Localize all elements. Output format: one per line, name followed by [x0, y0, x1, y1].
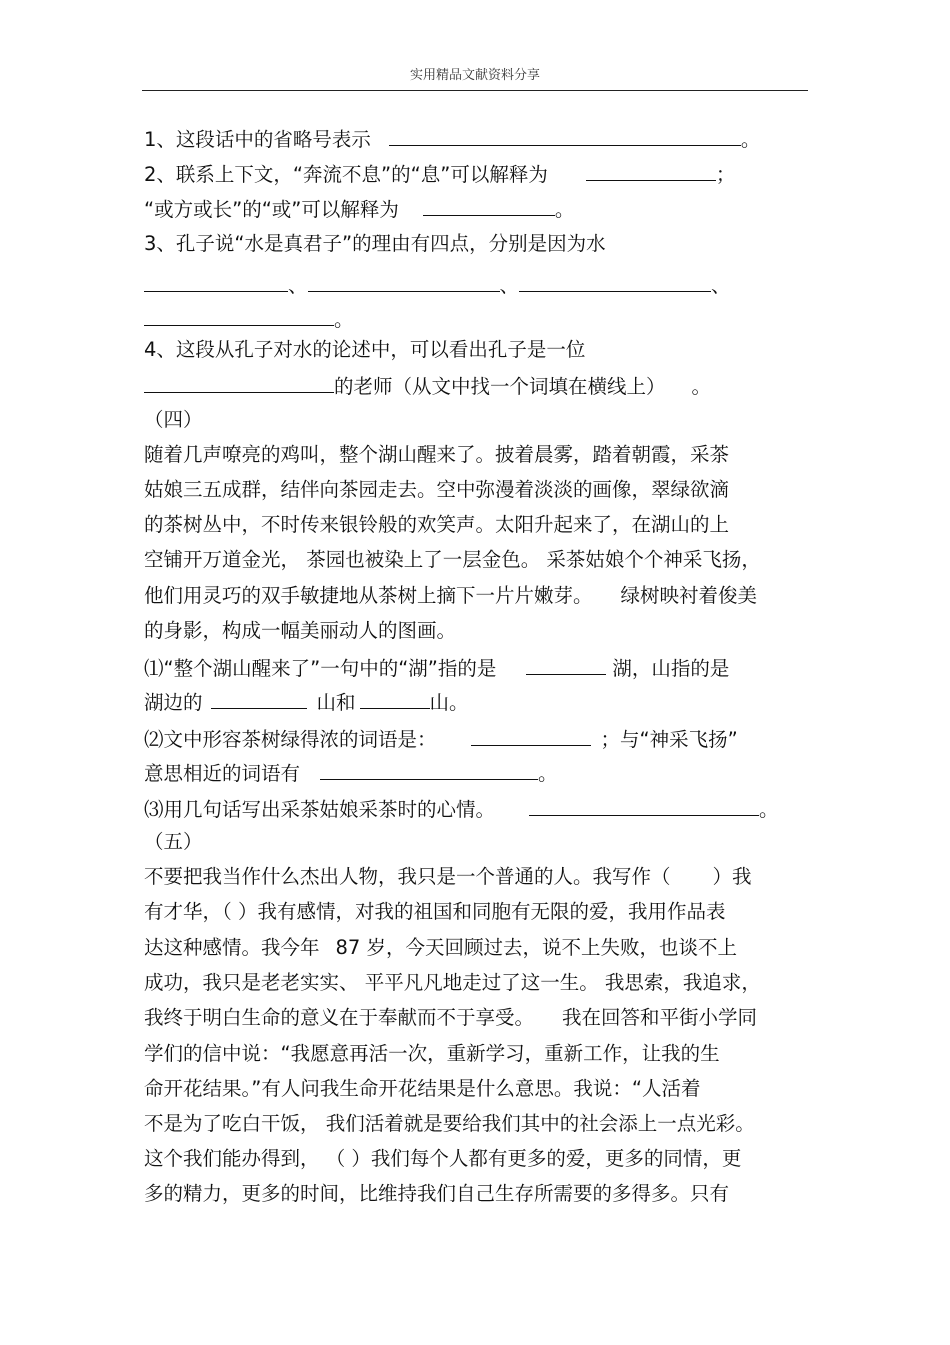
header-rule: [142, 90, 808, 91]
passage-line: [144, 936, 737, 960]
question-text: 湖边的: [144, 691, 203, 714]
period: 。: [554, 198, 575, 221]
answer-blank[interactable]: [586, 161, 716, 181]
answer-blank[interactable]: [144, 272, 288, 292]
passage-text: 不要把我当作什么杰出人物，我只是一个普通的人。我写作（: [144, 865, 671, 888]
passage-line: 随着几声嘹亮的鸡叫，整个湖山醒来了。披着晨雾，踏着朝霞，采茶: [144, 443, 730, 466]
comma: 、: [288, 274, 308, 297]
passage-line: [144, 584, 757, 608]
passage-line: 多的精力，更多的时间，比维持我们自己生存所需要的多得多。只有: [144, 1182, 730, 1205]
answer-blank[interactable]: [423, 196, 555, 216]
section-4-heading: （四）: [144, 408, 203, 431]
page-header: 实用精品文献资料分享: [409, 68, 540, 83]
period: 。: [759, 798, 779, 821]
passage-text: 87 岁，今天回顾过去，说不上失败，也谈不上: [335, 936, 738, 959]
period: 。: [334, 308, 354, 331]
section-4-question-3: [144, 796, 779, 822]
question-3-text: 3、孔子说“水是真君子”的理由有四点，分别是因为水: [144, 232, 606, 255]
question-text: 意思相近的词语有: [144, 762, 301, 785]
answer-blank[interactable]: [211, 689, 307, 709]
answer-blank[interactable]: [360, 689, 430, 709]
period: 。: [538, 762, 558, 785]
section-4-question-1: [144, 655, 729, 681]
answer-blank[interactable]: [144, 306, 334, 326]
passage-line: 成功，我只是老老实实、 平平凡凡地走过了这一生。 我思索，我追求，: [144, 971, 761, 994]
question-4-text: 4、这段从孔子对水的论述中，可以看出孔子是一位: [144, 338, 586, 361]
passage-text: 我终于明白生命的意义在于奉献而不于享受。: [144, 1006, 535, 1029]
question-1: [144, 126, 760, 152]
question-text: ⑶用几句话写出采茶姑娘采茶时的心情。: [144, 798, 496, 821]
passage-line: 命开花结果。”有人问我生命开花结果是什么意思。我说：“人活着: [144, 1077, 701, 1100]
answer-blank[interactable]: [144, 373, 334, 393]
answer-blank[interactable]: [526, 655, 606, 675]
question-text: 山。: [429, 691, 469, 714]
passage-line: 空铺开万道金光， 茶园也被染上了一层金色。 采茶姑娘个个神采飞扬，: [144, 548, 761, 571]
period: 。: [740, 128, 761, 151]
passage-line: 这个我们能办得到， （ ）我们每个人都有更多的爱，更多的同情，更: [144, 1147, 742, 1170]
question-2-text: 2、联系上下文，“奔流不息”的“息”可以解释为: [144, 163, 548, 186]
passage-text: 达这种感情。我今年: [144, 936, 320, 959]
question-4: [144, 338, 585, 362]
question-text: 湖，山指的是: [612, 657, 730, 680]
passage-line: 学们的信中说：“我愿意再活一次，重新学习，重新工作，让我的生: [144, 1042, 720, 1065]
passage-line: 的茶树丛中，不时传来银铃般的欢笑声。太阳升起来了，在湖山的上: [144, 513, 730, 536]
answer-blank[interactable]: [519, 272, 711, 292]
question-2: [144, 161, 735, 187]
answer-blank[interactable]: [389, 126, 741, 146]
passage-line: [144, 1006, 757, 1030]
question-text: ⑵文中形容茶树绿得浓的词语是：: [144, 728, 437, 751]
question-3-blanks-row-2: [144, 306, 354, 332]
passage-line: 姑娘三五成群，结伴向茶园走去。空中弥漫着淡淡的画像，翠绿欲滴: [144, 478, 730, 501]
section-4-question-2-part-b: [144, 760, 558, 786]
question-2b-text: “或方或长”的“或”可以解释为: [144, 198, 399, 221]
question-text: 山和: [316, 691, 356, 714]
section-4-question-1-part-b: [144, 689, 469, 715]
passage-line: [144, 865, 752, 889]
section-4-question-2: [144, 726, 738, 752]
answer-blank[interactable]: [471, 726, 591, 746]
answer-blank[interactable]: [320, 760, 538, 780]
passage-line: 的身影，构成一幅美丽动人的图画。: [144, 619, 457, 642]
question-3: [144, 232, 606, 256]
section-5-heading: （五）: [144, 830, 203, 853]
question-3-blanks: [144, 272, 731, 298]
answer-blank[interactable]: [529, 796, 759, 816]
question-2-part-b: [144, 196, 574, 222]
passage-line: 有才华，（ ）我有感情，对我的祖国和同胞有无限的爱，我用作品表: [144, 900, 726, 923]
passage-text: 绿树映衬着俊美: [620, 584, 758, 607]
question-text: ⑴“整个湖山醒来了”一句中的“湖”指的是: [144, 657, 497, 680]
comma: 、: [499, 274, 520, 297]
passage-text: ）我: [712, 865, 752, 888]
comma: 、: [711, 274, 731, 297]
passage-text: 我在回答和平街小学同: [562, 1006, 758, 1029]
question-4b-text: 的老师（从文中找一个词填在横线上）: [334, 375, 666, 398]
answer-blank[interactable]: [308, 272, 500, 292]
semicolon: ；: [715, 163, 736, 186]
question-1-text: 1、这段话中的省略号表示: [144, 128, 371, 151]
period: 。: [691, 375, 712, 398]
passage-line: 不是为了吃白干饭， 我们活着就是要给我们其中的社会添上一点光彩。: [144, 1112, 755, 1135]
passage-text: 他们用灵巧的双手敏捷地从茶树上摘下一片片嫩芽。: [144, 584, 593, 607]
question-4-part-b: [144, 373, 711, 399]
question-text: ；与“神采飞扬”: [600, 728, 738, 751]
